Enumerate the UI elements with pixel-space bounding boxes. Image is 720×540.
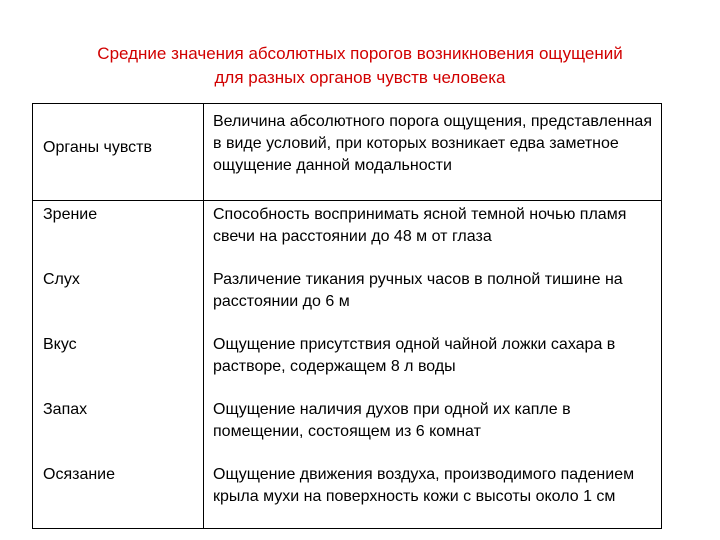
row-organ: Запах [43,401,88,418]
row-organ: Зрение [43,206,98,223]
row-threshold: Различение тикания ручных часов в полной тишине на расстоянии до 6 м [213,271,623,310]
row-threshold: Ощущение наличия духов при одной их капле в помещении, состоящем из 6 комнат [213,401,571,440]
row-organ: Слух [43,271,80,288]
column-divider [203,104,204,528]
title-line-2: для разных органов чувств человека [214,68,506,87]
row-threshold: Ощущение движения воздуха, производимого падением крыла мухи на поверхность кожи с высоты около 1 см [213,466,635,505]
row-organ: Осязание [43,466,116,483]
page-title [0,42,720,90]
row-threshold: Способность воспринимать ясной темной ночью пламя свечи на расстоянии до 48 м от глаза [213,206,627,245]
header-divider [33,200,661,201]
thresholds-table [32,103,662,529]
header-organs: Органы чувств [43,139,152,156]
row-organ: Вкус [43,336,77,353]
row-threshold: Ощущение присутствия одной чайной ложки сахара в растворе, содержащем 8 л воды [213,336,616,375]
title-line-1: Средние значения абсолютных порогов возникновения ощущений [97,44,623,63]
header-threshold: Величина абсолютного порога ощущения, представленная в виде условий, при которых возникает едва заметное ощущение данной модальности [213,113,652,174]
